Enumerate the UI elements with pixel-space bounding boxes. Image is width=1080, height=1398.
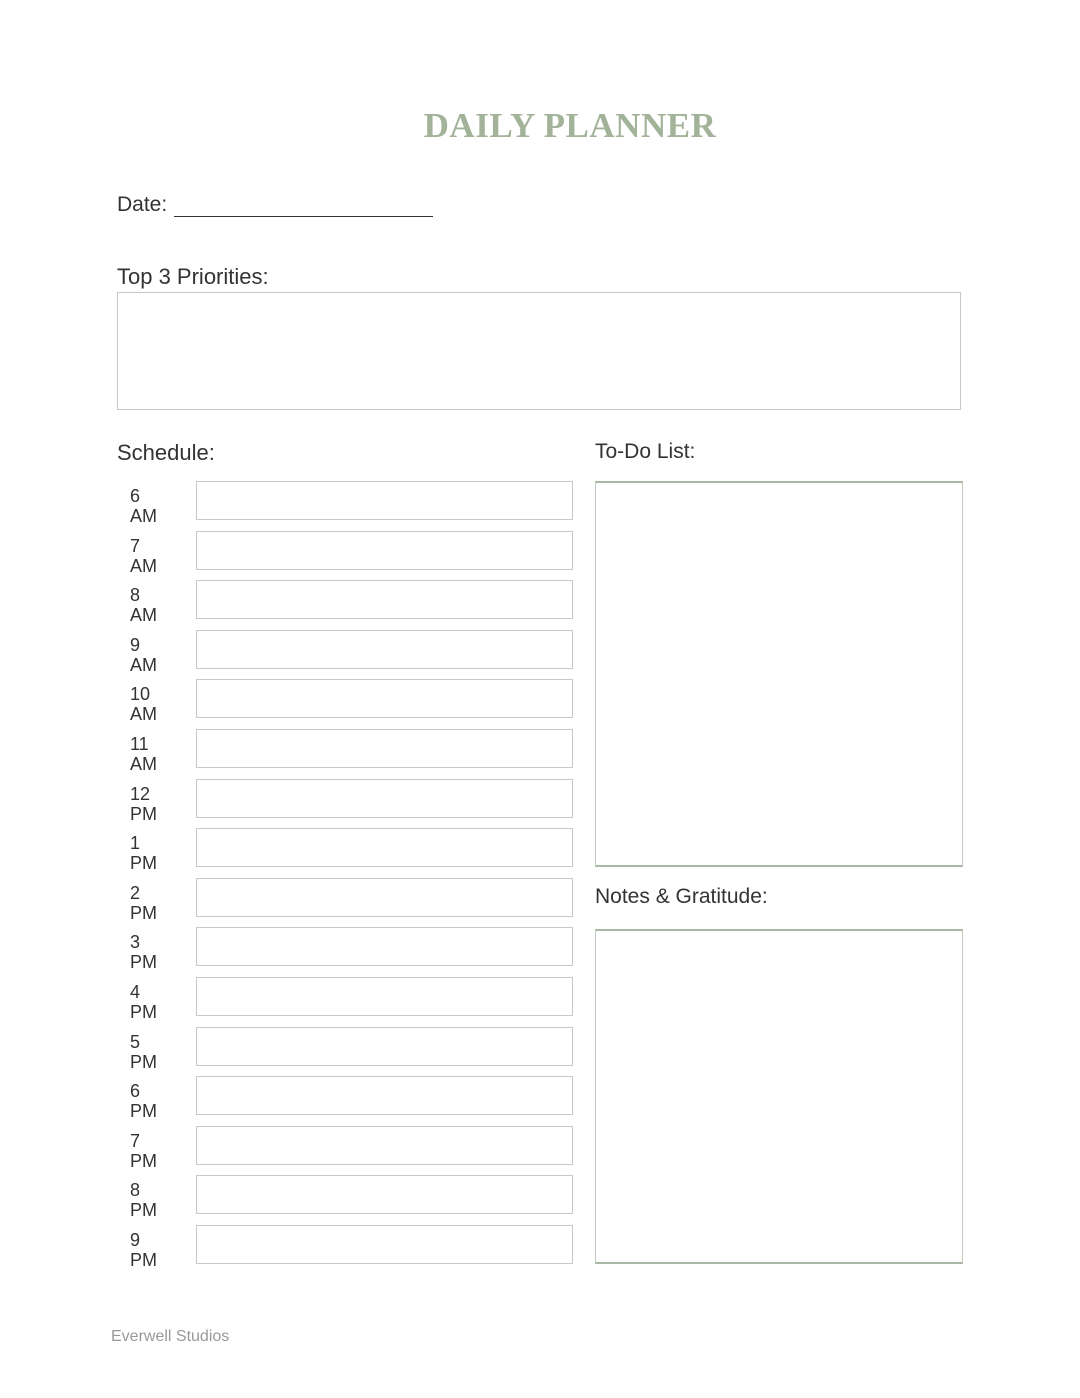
schedule-time-label: 8 PM [130, 1180, 157, 1220]
schedule-slot-box[interactable] [196, 878, 573, 917]
schedule-time-label: 8 AM [130, 585, 157, 625]
schedule-time-label: 9 PM [130, 1230, 157, 1270]
schedule-time-label: 3 PM [130, 932, 157, 972]
schedule-slot-box[interactable] [196, 481, 573, 520]
schedule-time-label: 9 AM [130, 635, 157, 675]
schedule-time-label: 7 AM [130, 536, 157, 576]
schedule-label: Schedule: [117, 440, 215, 465]
schedule-slot-box[interactable] [196, 828, 573, 867]
schedule-time-label: 6 AM [130, 486, 157, 526]
schedule-slot-box[interactable] [196, 1225, 573, 1264]
date-label: Date: [117, 193, 168, 216]
notes-box[interactable] [595, 929, 963, 1264]
schedule-slot-box[interactable] [196, 1076, 573, 1115]
schedule-time-label: 2 PM [130, 883, 157, 923]
schedule-slot-box[interactable] [196, 630, 573, 669]
schedule-time-label: 5 PM [130, 1032, 157, 1072]
schedule-slot-box[interactable] [196, 977, 573, 1016]
schedule-time-label: 4 PM [130, 982, 157, 1022]
schedule-slot-box[interactable] [196, 729, 573, 768]
date-input-line[interactable] [174, 216, 433, 217]
schedule-time-label: 12 PM [130, 784, 157, 824]
priorities-box[interactable] [117, 292, 961, 410]
page-title: DAILY PLANNER [423, 106, 717, 145]
schedule-slot-box[interactable] [196, 1027, 573, 1066]
schedule-slot-box[interactable] [196, 779, 573, 818]
schedule-slot-box[interactable] [196, 927, 573, 966]
schedule-time-label: 10 AM [130, 684, 157, 724]
footer-brand: Everwell Studios [111, 1328, 230, 1345]
schedule-slot-box[interactable] [196, 531, 573, 570]
schedule-time-label: 7 PM [130, 1131, 157, 1171]
notes-label: Notes & Gratitude: [595, 885, 768, 908]
schedule-slot-box[interactable] [196, 1126, 573, 1165]
todo-label: To-Do List: [595, 440, 696, 463]
schedule-time-label: 11 AM [130, 734, 157, 774]
todo-box[interactable] [595, 481, 963, 867]
schedule-slot-box[interactable] [196, 1175, 573, 1214]
schedule-slot-box[interactable] [196, 580, 573, 619]
priorities-label: Top 3 Priorities: [117, 264, 269, 289]
schedule-slot-box[interactable] [196, 679, 573, 718]
schedule-time-label: 1 PM [130, 833, 157, 873]
schedule-time-label: 6 PM [130, 1081, 157, 1121]
